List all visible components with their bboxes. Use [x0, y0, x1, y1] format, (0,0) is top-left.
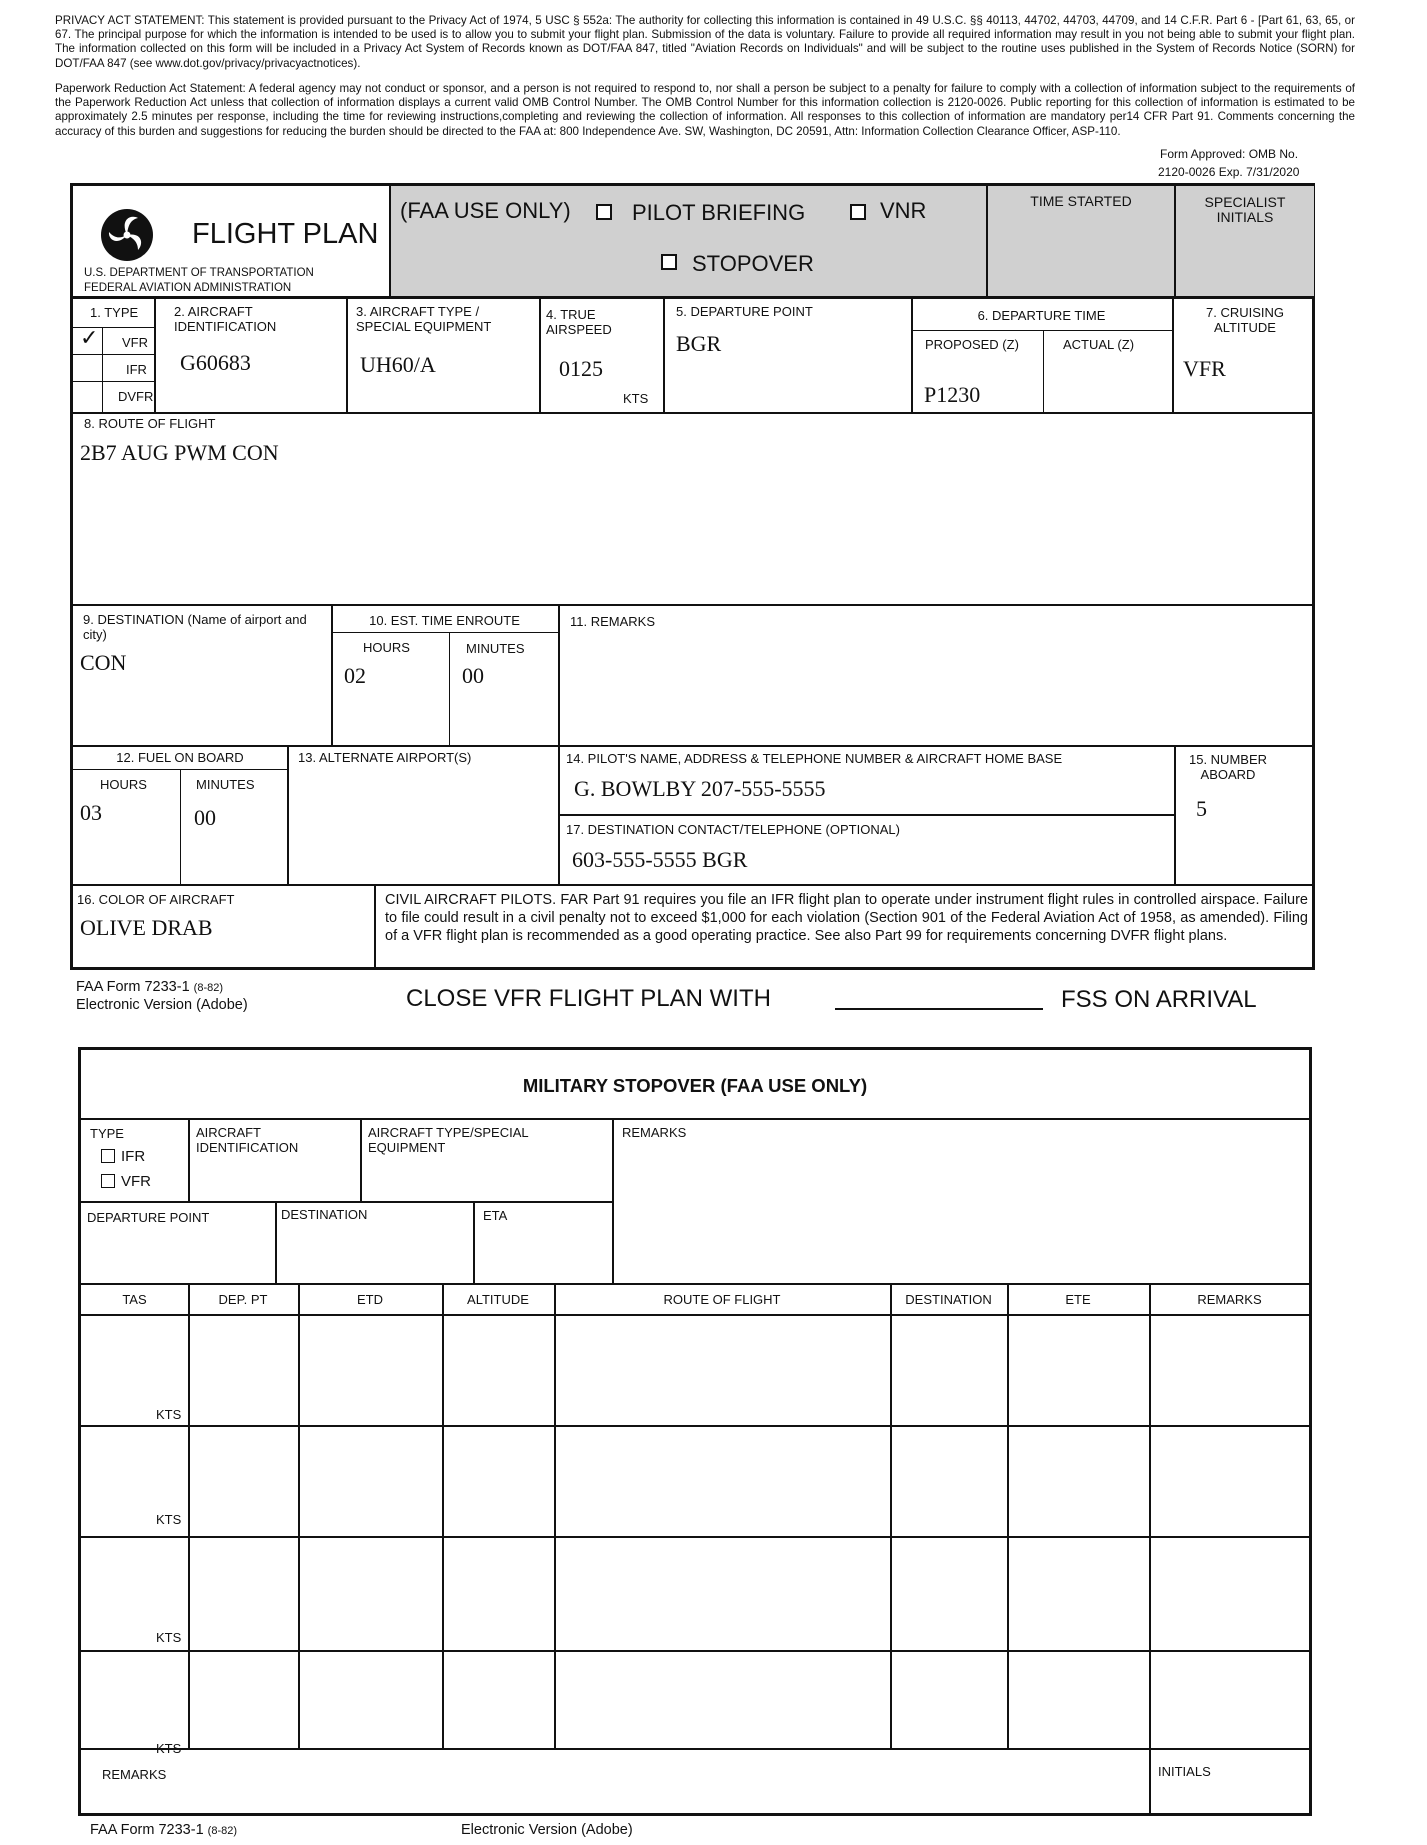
fuel-minutes-label: MINUTES [196, 777, 255, 792]
type-option-vfr[interactable]: VFR [122, 335, 148, 350]
number-aboard-value[interactable]: 5 [1196, 796, 1207, 821]
col-tas: TAS [122, 1292, 147, 1307]
mil-aircraft-type-label: AIRCRAFT TYPE/SPECIAL EQUIPMENT [368, 1125, 529, 1155]
dest-contact-value[interactable]: 603-555-5555 BGR [572, 847, 748, 872]
col-altitude: ALTITUDE [467, 1292, 529, 1307]
aircraft-type-value[interactable]: UH60/A [360, 352, 436, 377]
actual-label: ACTUAL (Z) [1063, 337, 1135, 352]
pilot-briefing-label: PILOT BRIEFING [632, 200, 806, 225]
mil-eta-label: ETA [483, 1208, 508, 1223]
col-route: ROUTE OF FLIGHT [663, 1292, 781, 1307]
mil-ifr-checkbox[interactable] [101, 1149, 115, 1163]
dept-line2: FEDERAL AVIATION ADMINISTRATION [84, 282, 292, 294]
type-option-ifr[interactable]: IFR [126, 362, 147, 377]
route-value[interactable]: 2B7 AUG PWM CON [80, 440, 279, 465]
ete-hours-label: HOURS [363, 640, 410, 655]
destination-label: 9. DESTINATION (Name of airport and city) [83, 612, 307, 642]
remarks-label: 11. REMARKS [570, 614, 656, 629]
form-number-bottom: FAA Form 7233-1 (8-82) [90, 1822, 238, 1838]
alternate-label: 13. ALTERNATE AIRPORT(S) [298, 750, 472, 765]
airspeed-value[interactable]: 0125 [559, 356, 603, 381]
airspeed-unit: KTS [623, 391, 649, 406]
specialist-initials-label: SPECIALIST INITIALS [1204, 194, 1286, 225]
ete-label: 10. EST. TIME ENROUTE [369, 613, 520, 628]
fuel-minutes-value[interactable]: 00 [194, 805, 216, 830]
faa-use-only-label: (FAA USE ONLY) [400, 198, 571, 223]
row3-kts: KTS [156, 1630, 182, 1645]
omb-expiration: 2120-0026 Exp. 7/31/2020 [1158, 165, 1300, 179]
number-aboard-label: 15. NUMBER ABOARD [1188, 752, 1268, 782]
vnr-checkbox[interactable] [850, 204, 866, 220]
mil-type-label: TYPE [90, 1126, 124, 1141]
dot-logo-icon [100, 208, 154, 262]
electronic-version-bottom: Electronic Version (Adobe) [461, 1822, 633, 1838]
mil-vfr-checkbox[interactable] [101, 1174, 115, 1188]
ete-hours-value[interactable]: 02 [344, 663, 366, 688]
cruising-alt-value[interactable]: VFR [1183, 356, 1226, 381]
fss-on-arrival-label: FSS ON ARRIVAL [1061, 986, 1257, 1013]
mil-aircraft-id-label: AIRCRAFT IDENTIFICATION [196, 1125, 299, 1155]
cruising-alt-label: 7. CRUISING ALTITUDE [1205, 305, 1284, 335]
fuel-hours-label: HOURS [100, 777, 147, 792]
mil-destination-label: DESTINATION [281, 1207, 368, 1222]
fuel-hours-value[interactable]: 03 [80, 800, 102, 825]
dest-contact-label: 17. DESTINATION CONTACT/TELEPHONE (OPTIONAL) [566, 822, 900, 837]
mil-bottom-remarks-label: REMARKS [102, 1767, 167, 1782]
row4-kts: KTS [156, 1741, 182, 1756]
military-stopover-title: MILITARY STOPOVER (FAA USE ONLY) [522, 1075, 868, 1096]
vfr-checkmark-icon: ✓ [80, 325, 99, 350]
departure-point-value[interactable]: BGR [676, 331, 722, 356]
pilot-label: 14. PILOT'S NAME, ADDRESS & TELEPHONE NUMBER & AIRCRAFT HOME BASE [566, 751, 1063, 766]
color-label: 16. COLOR OF AIRCRAFT [77, 892, 235, 907]
aircraft-id-label: 2. AIRCRAFT IDENTIFICATION [174, 304, 277, 334]
form-approved: Form Approved: OMB No. [1160, 147, 1299, 161]
departure-time-label: 6. DEPARTURE TIME [977, 308, 1106, 323]
mil-remarks-label: REMARKS [622, 1125, 687, 1140]
civil-pilots-notice: CIVIL AIRCRAFT PILOTS. FAR Part 91 requires you file an IFR flight plan to operate under instrument flight rules in controlled airspace. Failure to file could result in a civil penalty not to exceed $1,000 for each violation (Section 901 of the Federal Aviation Act of 1958, as amended). Filing of a VFR flight plan is recommended as a good operating practice. See also Part 99 for requirements concerning DVFR flight plans. [385, 892, 1308, 944]
departure-point-label: 5. DEPARTURE POINT [676, 304, 813, 319]
privacy-act-statement: PRIVACY ACT STATEMENT: This statement is provided pursuant to the Privacy Act of 1974, 5 USC § 552a: The authority for collecting this information is contained in 49 U.S.C. §§ 40113, 44702, 44703, 44709, and 14 C.F.R. Part 6 - [Part 61, 63, 65, or 67. The principal purpose for which the information is intended to be used is to allow you to submit your flight plan. Submission of the data is voluntary. Failure to provide all required information may result in you not being able to submit your flight plan. The information collected on this form will be included in a Privacy Act System of Records known as DOT/FAA 847, titled "Aviation Records on Individuals" and will be subject to the routine uses published in the System of Records Notice (SORN) for DOT/FAA 847 (see www.dot.gov/privacy/privacyactnotices). [55, 14, 1355, 70]
col-dep-pt: DEP. PT [218, 1292, 268, 1307]
close-fss-field[interactable] [835, 1008, 1043, 1010]
proposed-time-value[interactable]: P1230 [924, 382, 981, 407]
mil-vfr-label: VFR [121, 1173, 151, 1190]
mil-initials-label: INITIALS [1158, 1764, 1211, 1779]
mil-ifr-label: IFR [121, 1148, 146, 1165]
type-option-dvfr[interactable]: DVFR [118, 389, 154, 404]
route-label: 8. ROUTE OF FLIGHT [84, 416, 216, 431]
aircraft-id-value[interactable]: G60683 [180, 350, 251, 375]
col-ete: ETE [1065, 1292, 1091, 1307]
time-started-label: TIME STARTED [1030, 193, 1132, 209]
form-title: FLIGHT PLAN [192, 218, 379, 250]
paperwork-reduction-statement: Paperwork Reduction Act Statement: A federal agency may not conduct or sponsor, and a person is not required to respond to, nor shall a person be subject to a penalty for failure to comply with a collection of information subject to the requirements of the Paperwork Reduction Act unless that collection of information displays a current valid OMB Control Number. The OMB Control Number for this information collection is 2120-0026. Public reporting for this collection of information is estimated to be approximately 2.5 minutes per response, including the time for reviewing instructions,completing and reviewing the collection of information. All responses to this collection of information are mandatory per14 CFR Part 91. Comments concerning the accuracy of this burden and suggestions for reducing the burden should be directed to the FAA at: 800 Independence Ave. SW, Washington, DC 20591, Attn: Information Collection Clearance Officer, ASP-110. [55, 82, 1355, 138]
mil-departure-point-label: DEPARTURE POINT [87, 1210, 210, 1225]
ete-minutes-value[interactable]: 00 [462, 663, 484, 688]
proposed-label: PROPOSED (Z) [925, 337, 1019, 352]
vnr-label: VNR [880, 198, 927, 223]
col-destination: DESTINATION [905, 1292, 992, 1307]
fuel-label: 12. FUEL ON BOARD [116, 750, 244, 765]
pilot-value[interactable]: G. BOWLBY 207-555-5555 [574, 776, 826, 801]
airspeed-label: 4. TRUE AIRSPEED [546, 307, 612, 337]
col-etd: ETD [357, 1292, 383, 1307]
col-remarks: REMARKS [1197, 1292, 1262, 1307]
row1-kts: KTS [156, 1407, 182, 1422]
stopover-checkbox[interactable] [661, 254, 677, 270]
pilot-briefing-checkbox[interactable] [596, 204, 612, 220]
type-label: 1. TYPE [90, 305, 139, 320]
color-value[interactable]: OLIVE DRAB [80, 915, 213, 940]
close-vfr-label: CLOSE VFR FLIGHT PLAN WITH [406, 985, 771, 1012]
form-number: FAA Form 7233-1 (8-82) [76, 979, 224, 995]
military-stopover-form [78, 1047, 1312, 1816]
ete-minutes-label: MINUTES [466, 641, 525, 656]
destination-value[interactable]: CON [80, 650, 127, 675]
stopover-label: STOPOVER [692, 251, 814, 276]
electronic-version: Electronic Version (Adobe) [76, 997, 248, 1013]
dept-line1: U.S. DEPARTMENT OF TRANSPORTATION [84, 267, 314, 279]
row2-kts: KTS [156, 1512, 182, 1527]
aircraft-type-label: 3. AIRCRAFT TYPE / SPECIAL EQUIPMENT [356, 304, 492, 334]
